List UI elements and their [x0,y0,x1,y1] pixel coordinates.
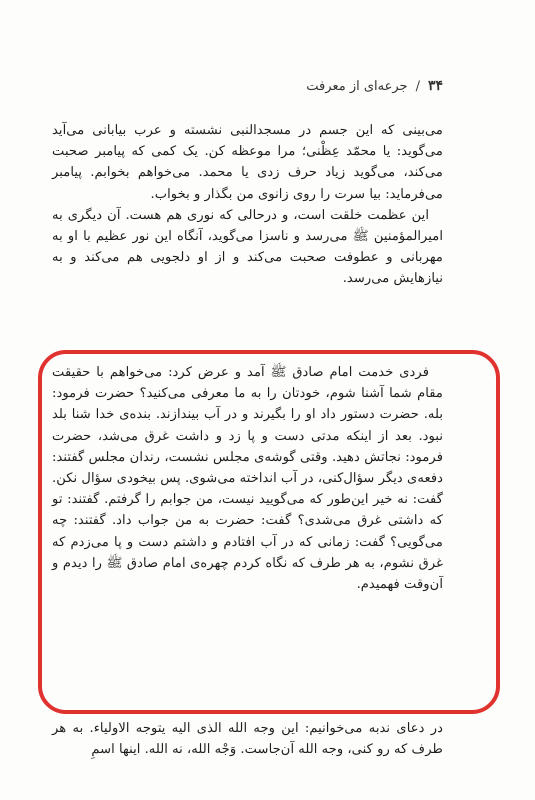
highlighted-paragraph: فردی خدمت امام صادق ﷺ آمد و عرض کرد: می‌خواهم با حقیقت مقام شما آشنا شوم، خودتان را به ما معرفی می‌کنید؟ حضرت فرمود: بله. حضرت دستور داد او را بگیرند و در آب بیندازند. بنده‌ی خدا شنا بلد نبود. بعد از اینکه مدتی دست و پا زد و داشت غرق می‌شد، حضرت فرمود: نجاتش دهید. وقتی گوشه‌ی مجلس نشست، رندان مجلس گفتند: دفعه‌ی دیگر سؤال‌کنی، در آب انداخته می‌شوی. پس بیخودی سؤال نکن. گفت: نه خیر این‌طور که می‌گویید نیست، من جوابم را گرفتم. گفتند: تو که داشتی غرق می‌شدی؟ گفت: حضرت به من جواب داد. گفتند: چه می‌گویی؟ گفت: زمانی که در آب افتادم و داشتم دست و پا می‌زدم که غرق نشوم، به هر طرف که نگاه کردم چهره‌ی امام صادق ﷺ را دیدم و آن‌وقت فهمیدم. [52,365,443,593]
book-title: جرعه‌ای از معرفت [306,79,408,94]
paragraph-1: می‌بینی که این جسم در مسجدالنبی نشسته و عرب بیابانی می‌آید می‌گوید: یا محمّد عِظْنی؛ مرا موعظه کن. یک کمی که پیامبر صحبت می‌کند، می‌گوید زیاد حرف زدی یا محمد. می‌خواهم بخوابم. پیامبر می‌فرماید: بیا سرت را روی زانوی من بگذار و بخواب. [52,123,443,202]
bottom-text-block [52,718,443,760]
page-number: ۳۴ [427,78,443,94]
page-header [306,78,443,94]
top-text-block [52,120,443,290]
paragraph-bottom: در دعای ندبه می‌خوانیم: این وجه الله الذی الیه یتوجه الاولیاء. به هر طرف که رو کنی، وجه الله آن‌جاست. وَجْه الله، نه الله. اینها اسمِ [52,721,443,758]
header-separator: / [415,79,420,94]
paragraph-2: این عظمت خلقت است، و درحالی که نوری هم هست. آن دیگری به امیرالمؤمنین ﷺ می‌رسد و ناسزا می‌گوید، آنگاه این نور عظیم با او به مهربانی و عطوفت صحبت می‌کند و از او دلجویی هم می‌کند و به نیازهایش می‌رسد. [52,207,443,287]
highlighted-text-block [52,362,443,595]
